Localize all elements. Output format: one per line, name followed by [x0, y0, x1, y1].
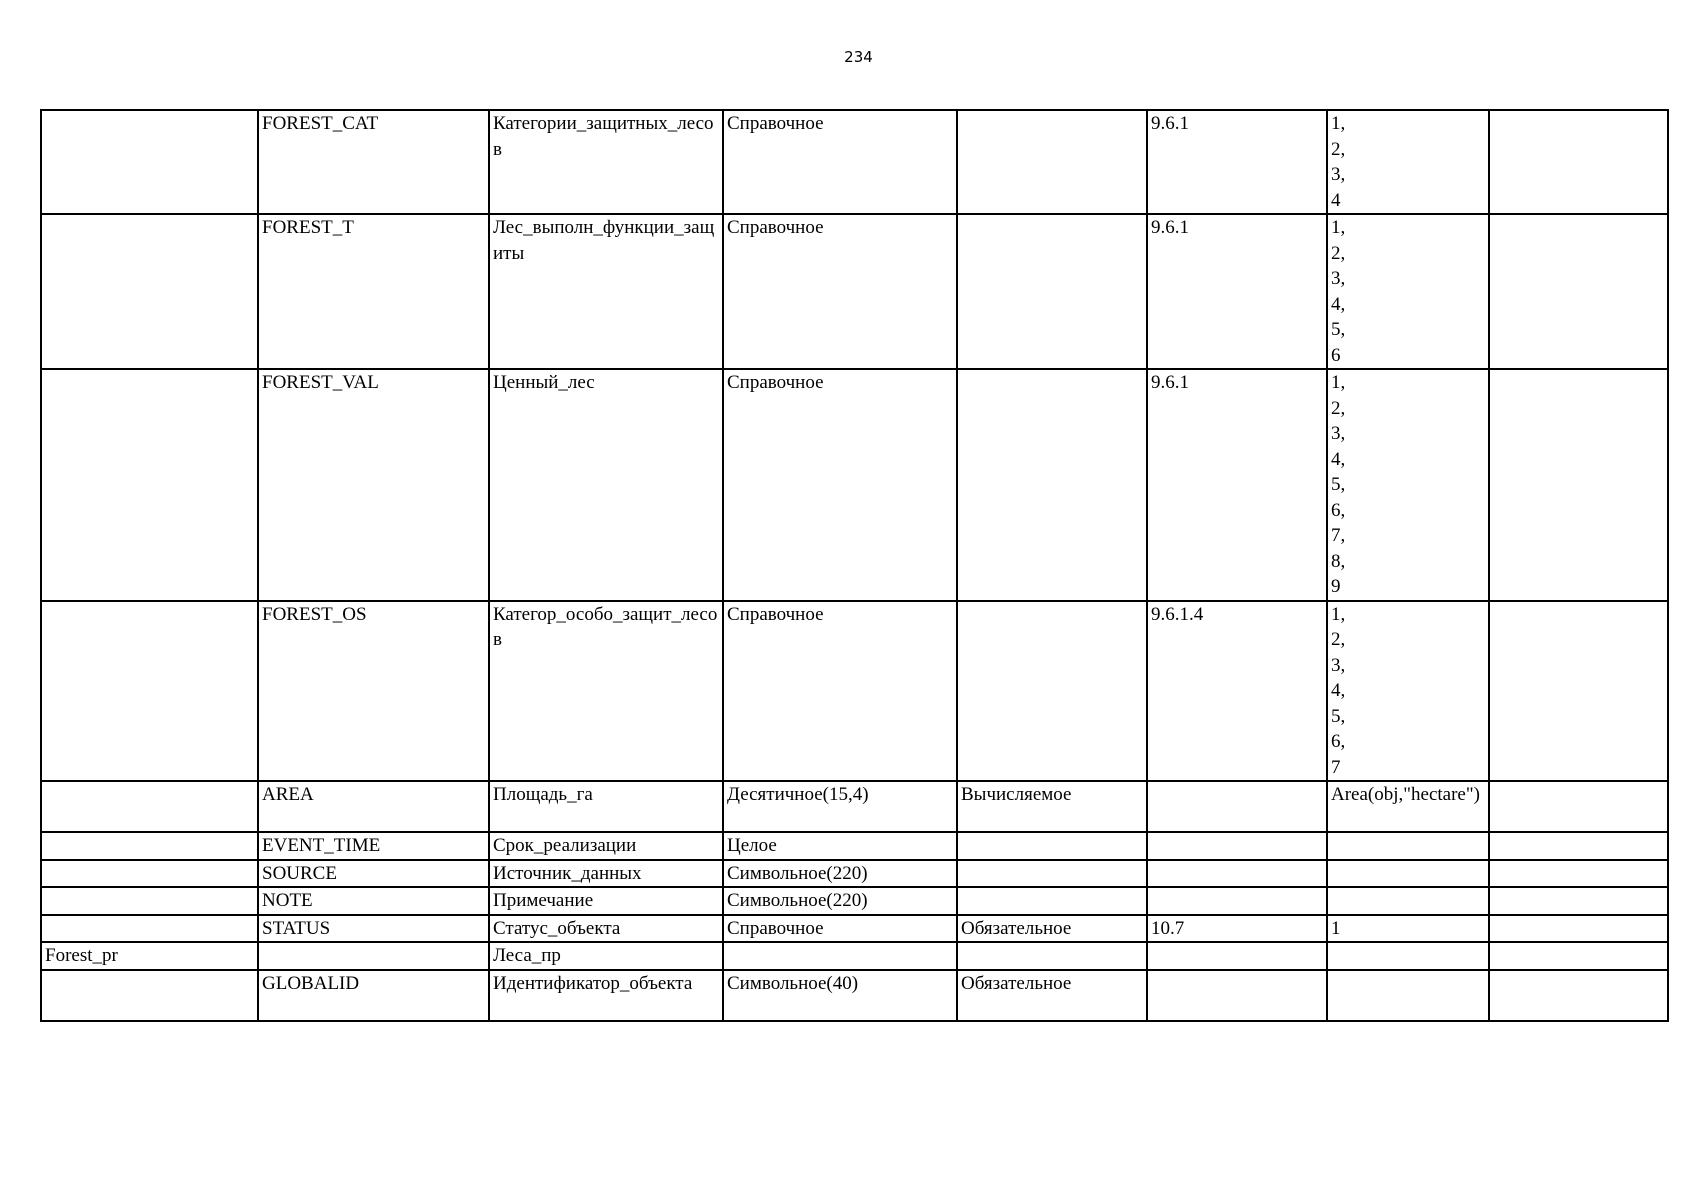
table-row — [41, 970, 1668, 1021]
note-cell — [1489, 781, 1668, 832]
layer-cell — [41, 214, 258, 369]
field-name-cell: FOREST_OS — [258, 601, 489, 782]
field-name-cell: GLOBALID — [258, 970, 489, 1021]
table-row — [41, 942, 1668, 970]
reference-cell — [1147, 887, 1327, 915]
field-alias-cell: Площадь_га — [489, 781, 723, 832]
layer-cell — [41, 860, 258, 888]
layer-cell — [41, 887, 258, 915]
values-cell — [1327, 970, 1489, 1021]
field-alias-cell: Примечание — [489, 887, 723, 915]
field-name-cell: AREA — [258, 781, 489, 832]
reference-cell — [1147, 832, 1327, 860]
table-row — [41, 832, 1668, 860]
table-row — [41, 369, 1668, 601]
field-name-cell: STATUS — [258, 915, 489, 943]
table-row — [41, 915, 1668, 943]
reference-cell — [1147, 781, 1327, 832]
requirement-cell: Вычисляемое — [957, 781, 1147, 832]
note-cell — [1489, 601, 1668, 782]
layer-cell — [41, 110, 258, 214]
values-cell: 1, 2, 3, 4 — [1327, 110, 1489, 214]
field-name-cell: NOTE — [258, 887, 489, 915]
note-cell — [1489, 214, 1668, 369]
field-type-cell: Справочное — [723, 915, 957, 943]
values-cell: 1, 2, 3, 4, 5, 6, 7 — [1327, 601, 1489, 782]
layer-cell — [41, 970, 258, 1021]
field-alias-cell: Леса_пр — [489, 942, 723, 970]
field-alias-cell: Идентификатор_объекта — [489, 970, 723, 1021]
field-name-cell: FOREST_VAL — [258, 369, 489, 601]
note-cell — [1489, 860, 1668, 888]
table-row — [41, 601, 1668, 782]
note-cell — [1489, 110, 1668, 214]
requirement-cell — [957, 887, 1147, 915]
page-number: 234 — [844, 48, 873, 66]
reference-cell: 9.6.1 — [1147, 214, 1327, 369]
layer-cell — [41, 781, 258, 832]
note-cell — [1489, 970, 1668, 1021]
reference-cell — [1147, 942, 1327, 970]
requirement-cell — [957, 601, 1147, 782]
field-alias-cell: Категории_защитных_лесов — [489, 110, 723, 214]
requirement-cell: Обязательное — [957, 970, 1147, 1021]
reference-cell: 9.6.1.4 — [1147, 601, 1327, 782]
note-cell — [1489, 369, 1668, 601]
layer-cell: Forest_pr — [41, 942, 258, 970]
note-cell — [1489, 942, 1668, 970]
requirement-cell — [957, 942, 1147, 970]
note-cell — [1489, 915, 1668, 943]
field-type-cell — [723, 942, 957, 970]
reference-cell: 9.6.1 — [1147, 369, 1327, 601]
attribute-table — [40, 109, 1669, 1022]
table-row — [41, 887, 1668, 915]
values-cell: Area(obj,"hectare") — [1327, 781, 1489, 832]
field-alias-cell: Срок_реализации — [489, 832, 723, 860]
reference-cell: 9.6.1 — [1147, 110, 1327, 214]
layer-cell — [41, 601, 258, 782]
field-alias-cell: Лес_выполн_функции_защиты — [489, 214, 723, 369]
values-cell: 1, 2, 3, 4, 5, 6, 7, 8, 9 — [1327, 369, 1489, 601]
field-name-cell: FOREST_T — [258, 214, 489, 369]
layer-cell — [41, 369, 258, 601]
field-alias-cell: Категор_особо_защит_лесов — [489, 601, 723, 782]
values-cell: 1 — [1327, 915, 1489, 943]
field-type-cell: Целое — [723, 832, 957, 860]
field-type-cell: Справочное — [723, 369, 957, 601]
field-alias-cell: Ценный_лес — [489, 369, 723, 601]
field-name-cell: SOURCE — [258, 860, 489, 888]
field-type-cell: Справочное — [723, 601, 957, 782]
table-row — [41, 214, 1668, 369]
requirement-cell: Обязательное — [957, 915, 1147, 943]
note-cell — [1489, 832, 1668, 860]
reference-cell — [1147, 860, 1327, 888]
reference-cell: 10.7 — [1147, 915, 1327, 943]
requirement-cell — [957, 214, 1147, 369]
field-type-cell: Справочное — [723, 110, 957, 214]
values-cell — [1327, 860, 1489, 888]
reference-cell — [1147, 970, 1327, 1021]
values-cell — [1327, 887, 1489, 915]
table-row — [41, 781, 1668, 832]
table-row — [41, 860, 1668, 888]
field-alias-cell: Источник_данных — [489, 860, 723, 888]
layer-cell — [41, 832, 258, 860]
values-cell: 1, 2, 3, 4, 5, 6 — [1327, 214, 1489, 369]
requirement-cell — [957, 860, 1147, 888]
note-cell — [1489, 887, 1668, 915]
field-name-cell: FOREST_CAT — [258, 110, 489, 214]
field-name-cell — [258, 942, 489, 970]
values-cell — [1327, 942, 1489, 970]
table-row — [41, 110, 1668, 214]
field-type-cell: Справочное — [723, 214, 957, 369]
field-name-cell: EVENT_TIME — [258, 832, 489, 860]
field-type-cell: Символьное(220) — [723, 860, 957, 888]
field-type-cell: Символьное(220) — [723, 887, 957, 915]
field-type-cell: Десятичное(15,4) — [723, 781, 957, 832]
layer-cell — [41, 915, 258, 943]
requirement-cell — [957, 110, 1147, 214]
field-type-cell: Символьное(40) — [723, 970, 957, 1021]
values-cell — [1327, 832, 1489, 860]
field-alias-cell: Статус_объекта — [489, 915, 723, 943]
requirement-cell — [957, 832, 1147, 860]
requirement-cell — [957, 369, 1147, 601]
